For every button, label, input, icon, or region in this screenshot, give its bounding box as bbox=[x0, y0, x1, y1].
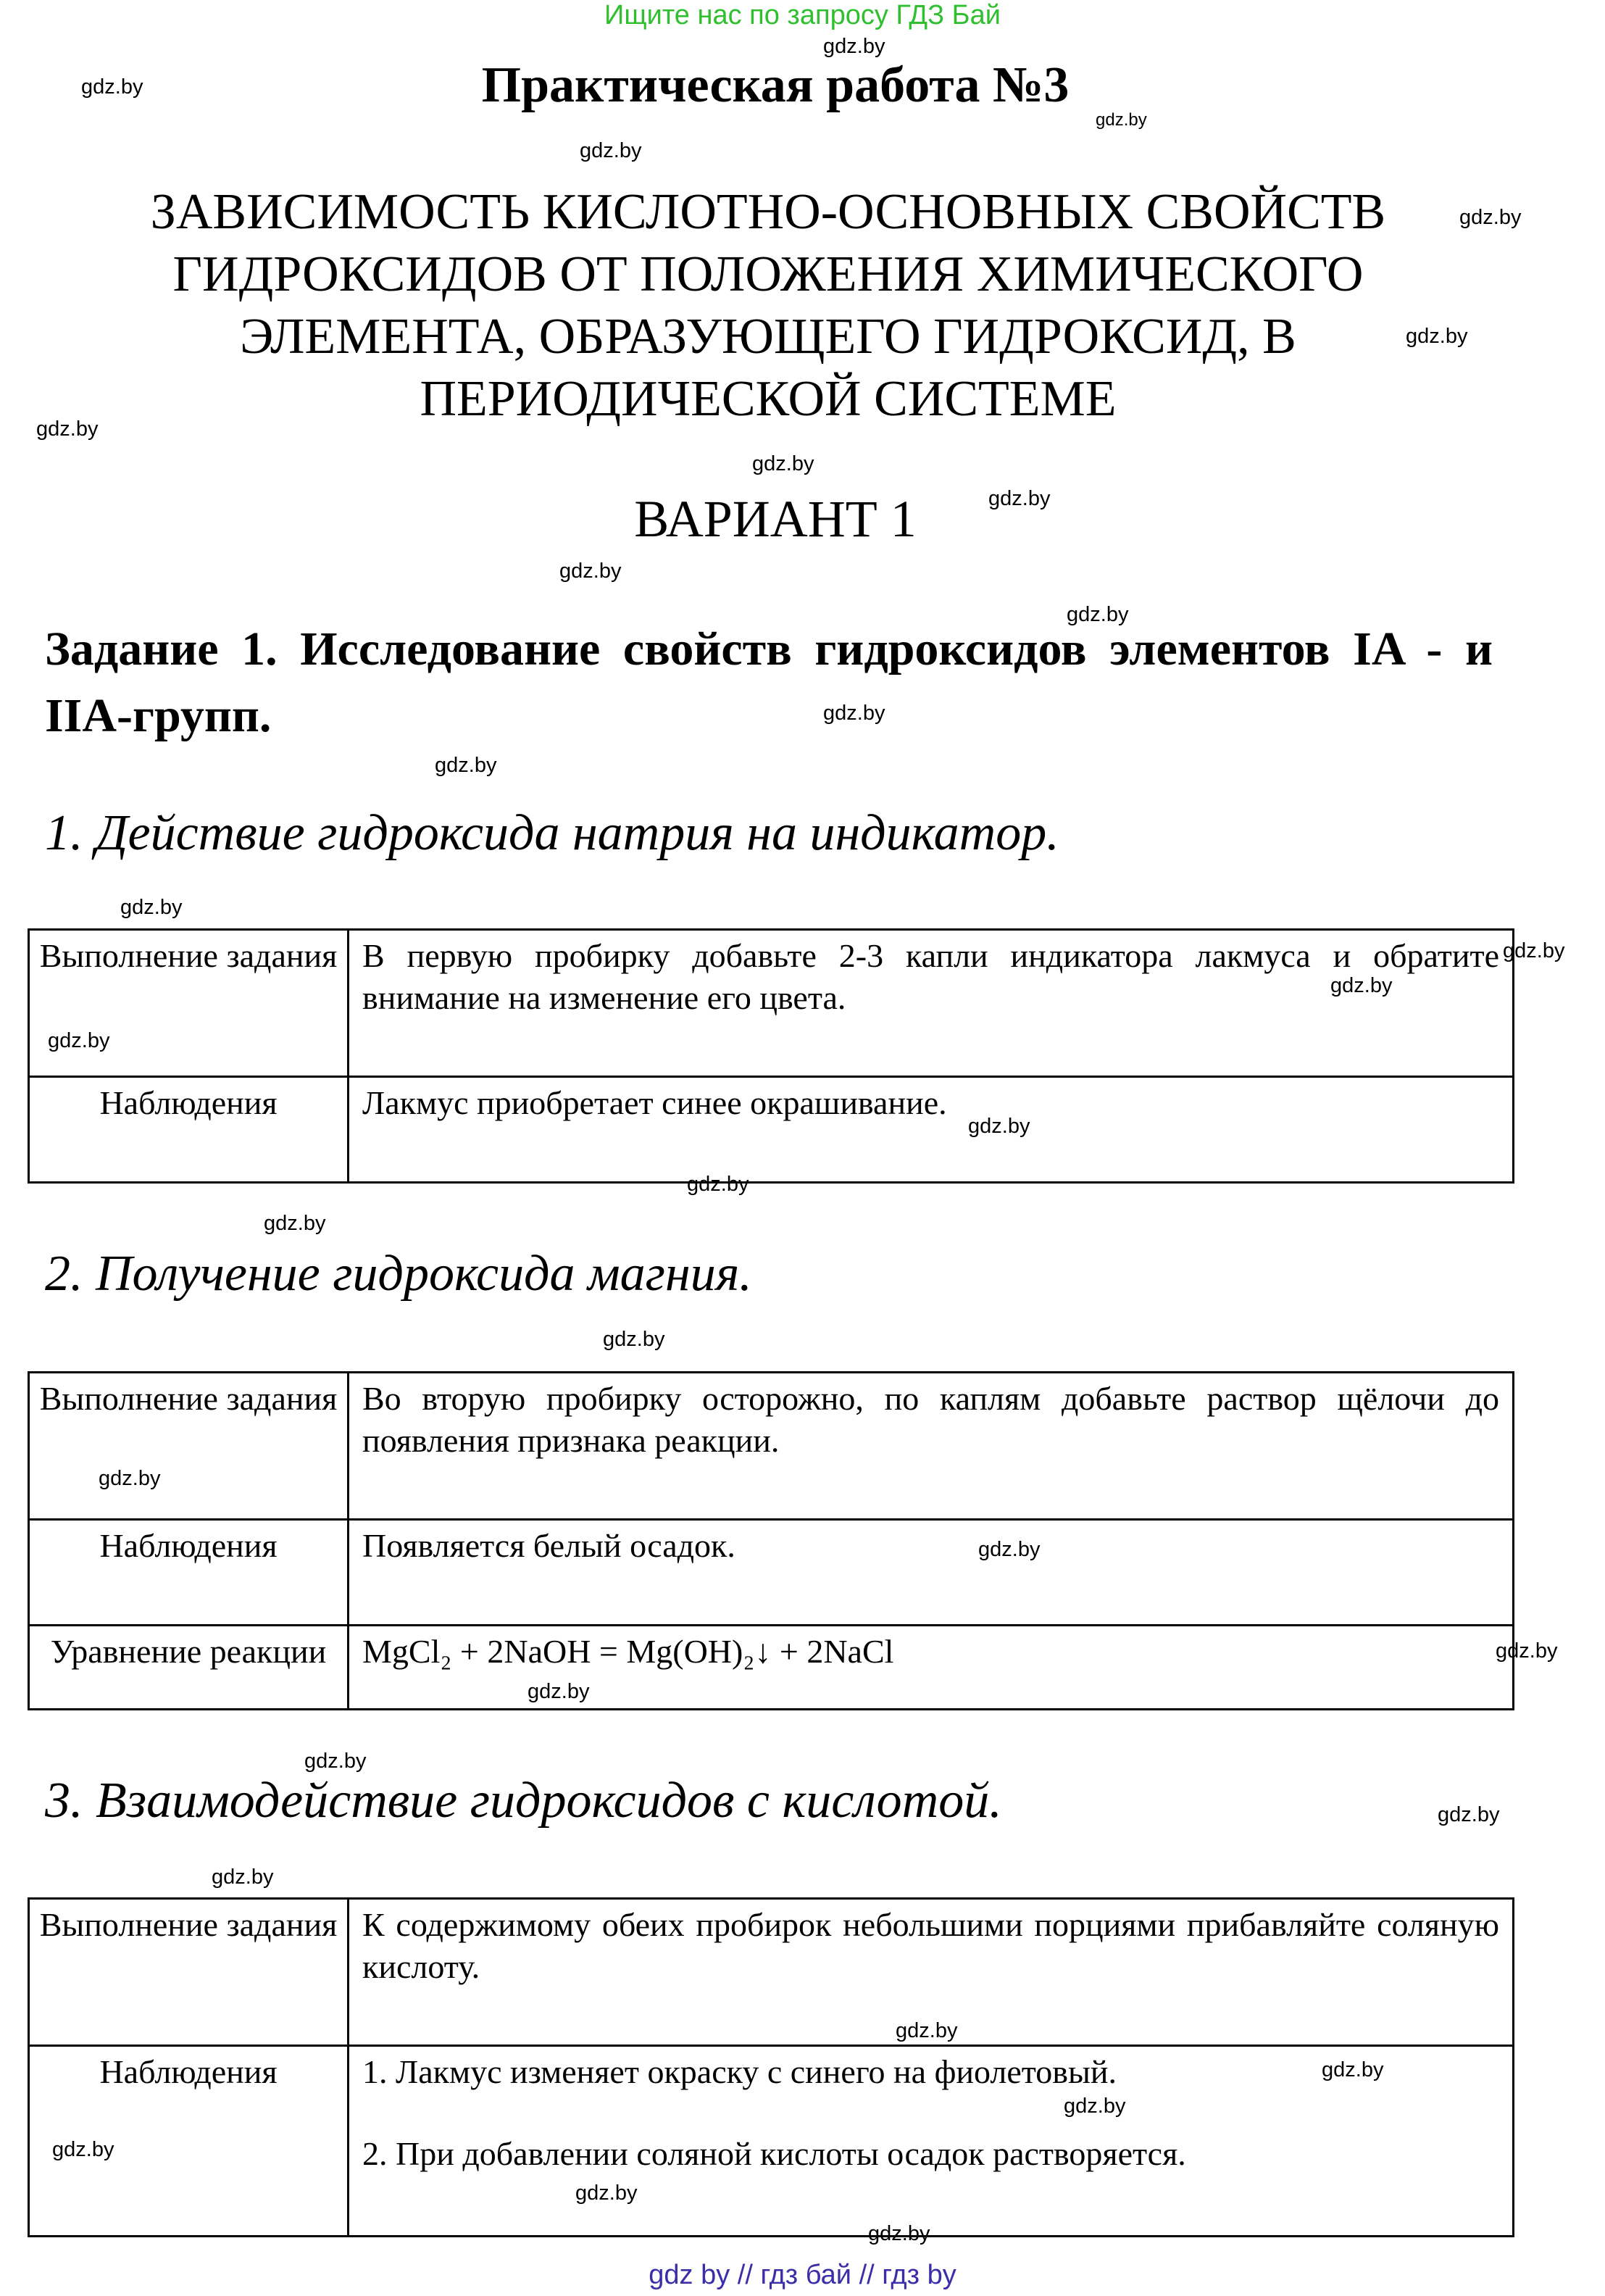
row-label: Наблюдения bbox=[29, 1077, 349, 1183]
watermark: gdz.by bbox=[120, 896, 183, 919]
row-label: Уравнение реакции bbox=[29, 1626, 349, 1710]
row-text: Лакмус приобретает синее окрашивание. bbox=[349, 1077, 1514, 1183]
page-title: Практическая работа №3 bbox=[481, 57, 1070, 113]
observation-1: 1. Лакмус изменяет окраску с синего на фиолетовый. bbox=[362, 2053, 1117, 2090]
watermark: gdz.by bbox=[575, 2181, 638, 2205]
watermark: gdz.by bbox=[212, 1865, 274, 1889]
watermark: gdz.by bbox=[528, 1680, 590, 1703]
variant-heading: ВАРИАНТ 1 bbox=[634, 490, 917, 548]
watermark: gdz.by bbox=[304, 1750, 367, 1773]
footer-links[interactable]: gdz by // гдз бай // гдз by bbox=[649, 2260, 956, 2290]
watermark: gdz.by bbox=[978, 1538, 1041, 1561]
watermark: gdz.by bbox=[435, 754, 497, 777]
watermark: gdz.by bbox=[868, 2222, 930, 2245]
watermark: gdz.by bbox=[687, 1173, 749, 1196]
watermark: gdz.by bbox=[823, 702, 885, 725]
watermark: gdz.by bbox=[1496, 1639, 1558, 1663]
task-heading: Задание 1. Исследование свойств гидроксидов элементов IA - и IIA-групп. bbox=[45, 623, 1493, 742]
table-row bbox=[29, 1520, 1514, 1626]
section-table-3 bbox=[28, 1897, 1514, 2237]
watermark: gdz.by bbox=[603, 1328, 665, 1351]
watermark: gdz.by bbox=[1322, 2058, 1384, 2081]
watermark: gdz.by bbox=[1438, 1803, 1500, 1826]
watermark: gdz.by bbox=[968, 1115, 1030, 1138]
watermark: gdz.by bbox=[1096, 110, 1147, 130]
topic-heading: ЗАВИСИМОСТЬ КИСЛОТНО-ОСНОВНЫХ СВОЙСТВ ГИДРОКСИДОВ ОТ ПОЛОЖЕНИЯ ХИМИЧЕСКОГО ЭЛЕМЕНТА, ОБРАЗУЮЩЕГО ГИДРОКСИД, В ПЕРИОДИЧЕСКОЙ СИСТЕМЕ bbox=[150, 184, 1386, 427]
watermark: gdz.by bbox=[48, 1029, 110, 1052]
top-banner: Ищите нас по запросу ГДЗ Бай bbox=[604, 0, 1001, 30]
section-title-3: 3. Взаимодействие гидроксидов с кислотой. bbox=[45, 1773, 1002, 1829]
reaction-equation: MgCl₂ + 2NaOH = Mg(OH)₂↓ + 2NaCl bbox=[349, 1626, 1514, 1710]
table-row bbox=[29, 1077, 1514, 1183]
watermark: gdz.by bbox=[896, 2019, 958, 2042]
observation-2: 2. При добавлении соляной кислоты осадок растворяется. bbox=[362, 2135, 1186, 2172]
watermark: gdz.by bbox=[1064, 2095, 1126, 2118]
row-text: В первую пробирку добавьте 2-3 капли индикатора лакмуса и обратите внимание на изменение его цвета. bbox=[349, 930, 1514, 1077]
row-text: К содержимому обеих пробирок небольшими порциями прибавляйте соляную кислоту. bbox=[349, 1899, 1514, 2046]
watermark: gdz.by bbox=[752, 452, 814, 475]
row-label: Наблюдения bbox=[29, 1520, 349, 1626]
section-table-1 bbox=[28, 928, 1514, 1184]
watermark: gdz.by bbox=[81, 75, 143, 99]
table-row bbox=[29, 1899, 1514, 2046]
watermark: gdz.by bbox=[988, 487, 1051, 510]
table-row bbox=[29, 930, 1514, 1077]
table-row bbox=[29, 1626, 1514, 1710]
watermark: gdz.by bbox=[1503, 939, 1565, 962]
section-title-2: 2. Получение гидроксида магния. bbox=[45, 1246, 752, 1302]
watermark: gdz.by bbox=[823, 35, 885, 58]
watermark: gdz.by bbox=[580, 139, 642, 162]
watermark: gdz.by bbox=[1406, 325, 1468, 348]
row-text: Появляется белый осадок. bbox=[349, 1520, 1514, 1626]
watermark: gdz.by bbox=[99, 1467, 161, 1490]
row-label: Выполнение задания bbox=[29, 930, 349, 1077]
watermark: gdz.by bbox=[264, 1212, 326, 1235]
watermark: gdz.by bbox=[52, 2138, 114, 2161]
row-label: Наблюдения bbox=[29, 2046, 349, 2237]
watermark: gdz.by bbox=[1459, 206, 1522, 229]
section-title-1: 1. Действие гидроксида натрия на индикатор. bbox=[45, 805, 1059, 861]
table-row bbox=[29, 1373, 1514, 1520]
watermark: gdz.by bbox=[559, 560, 622, 583]
watermark: gdz.by bbox=[36, 417, 99, 441]
watermark: gdz.by bbox=[1330, 974, 1393, 997]
section-table-2 bbox=[28, 1371, 1514, 1710]
watermark: gdz.by bbox=[1067, 603, 1129, 626]
table-row bbox=[29, 2046, 1514, 2237]
row-text: Во вторую пробирку осторожно, по каплям добавьте раствор щёлочи до появления признака реакции. bbox=[349, 1373, 1514, 1520]
row-label: Выполнение задания bbox=[29, 1899, 349, 2046]
row-label: Выполнение задания bbox=[29, 1373, 349, 1520]
